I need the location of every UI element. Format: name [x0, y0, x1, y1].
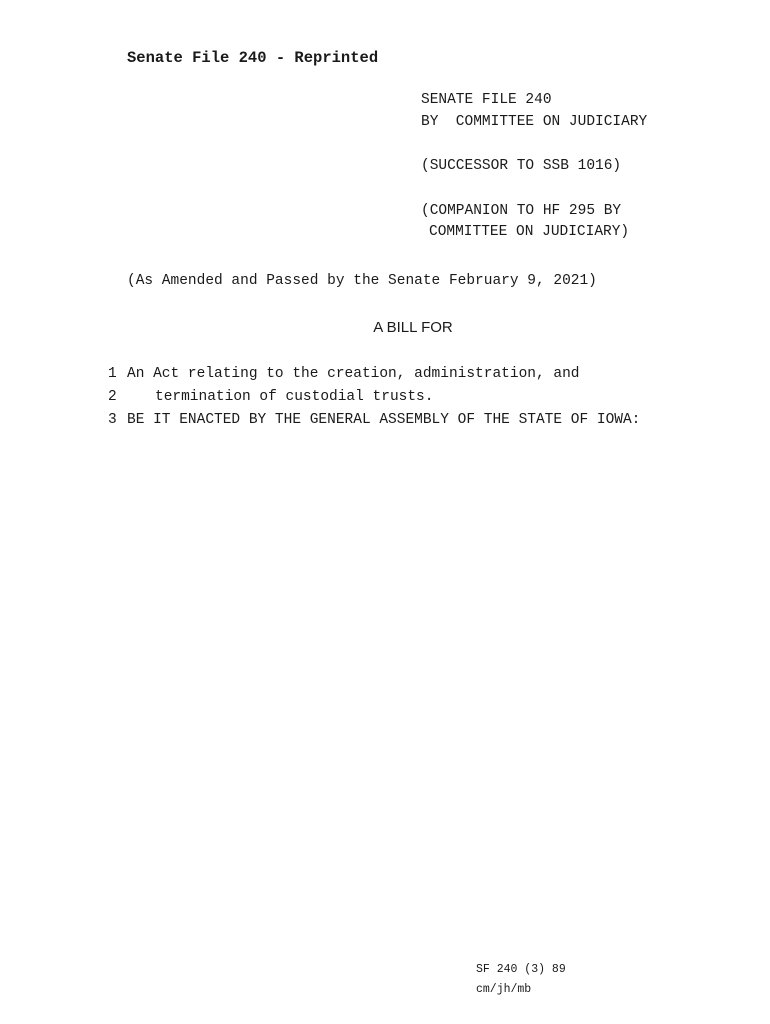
status-note: (As Amended and Passed by the Senate February 9, 2021): [127, 273, 597, 289]
bill-companion-line-1: (COMPANION TO HF 295 BY: [421, 203, 622, 219]
line-text: An Act relating to the creation, administration, and: [127, 366, 580, 382]
line-number: 3: [108, 412, 117, 428]
bill-companion-line-2: COMMITTEE ON JUDICIARY): [429, 224, 630, 240]
document-heading: Senate File 240 - Reprinted: [127, 49, 379, 67]
footer-initials: cm/jh/mb: [476, 983, 532, 996]
bill-sponsor: BY COMMITTEE ON JUDICIARY: [421, 114, 648, 130]
bill-title: A BILL FOR: [373, 319, 453, 336]
line-number: 1: [108, 366, 117, 382]
bill-successor: (SUCCESSOR TO SSB 1016): [421, 158, 622, 174]
line-text: BE IT ENACTED BY THE GENERAL ASSEMBLY OF THE STATE OF IOWA:: [127, 412, 641, 428]
line-text: termination of custodial trusts.: [155, 389, 434, 405]
bill-file-number: SENATE FILE 240: [421, 92, 552, 108]
footer-doc-code: SF 240 (3) 89: [476, 963, 566, 976]
line-number: 2: [108, 389, 117, 405]
